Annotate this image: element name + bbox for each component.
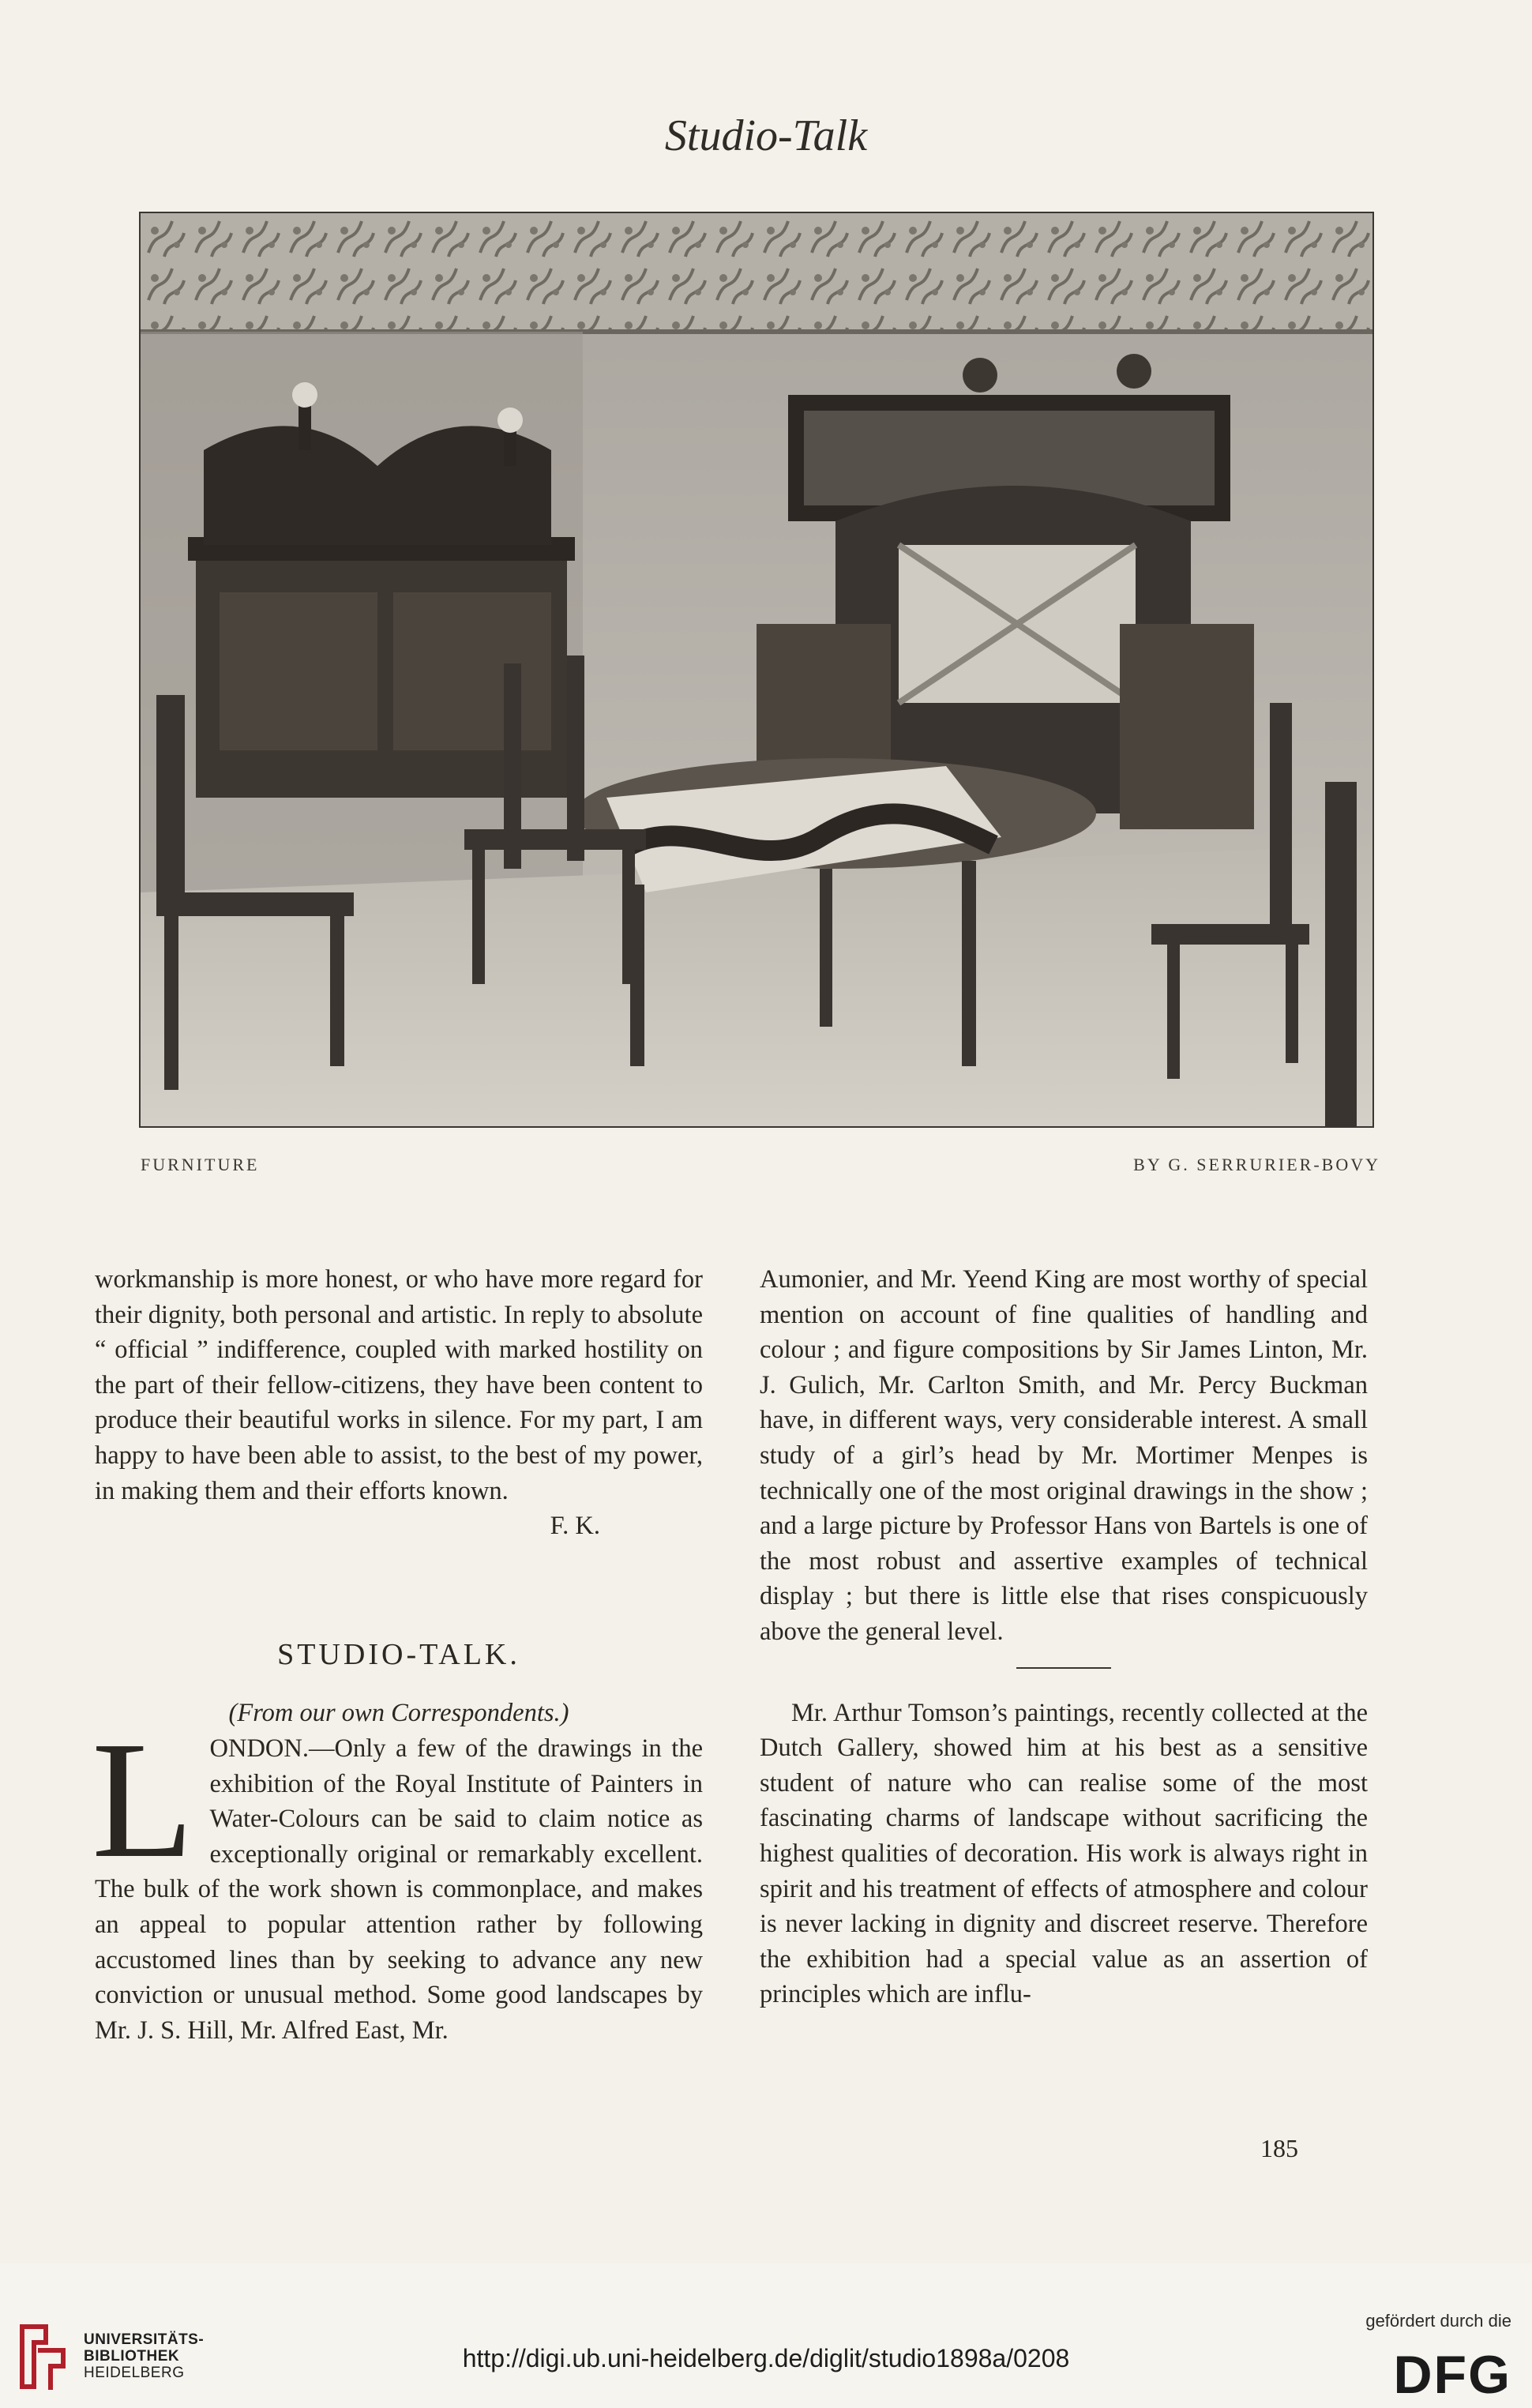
right-column [760, 1262, 1368, 2012]
plate-caption-title: FURNITURE [141, 1155, 260, 1174]
drop-cap-letter: L [92, 1706, 194, 1892]
section-heading: STUDIO-TALK. [277, 1637, 520, 1671]
funding-label: gefördert durch die [1365, 2311, 1511, 2331]
right-paragraph-1: Aumonier, and Mr. Yeend King are most worthy of special mention on account of fine qualities of handling and colour ; and figure compositions by Sir James Linton, Mr. J. Gulich, Mr. Carlton Smith, and Mr. Percy Buckman have, in different ways, very considerable interest. A small study of a girl’s head by Mr. Mortimer Menpes is technically one of the most original drawings in the show ; and a large picture by Professor Hans von Bartels is one of the most robust and assertive examples of technical display ; but there is little else that rises conspicuously above the general level. [760, 1265, 1368, 1646]
plate-caption-credit: BY G. SERRURIER-BOVY [1133, 1155, 1380, 1174]
page-number: 185 [1260, 2134, 1298, 2162]
furniture-room-illustration [141, 213, 1372, 1126]
section-subheading: (From our own Correspondents.) [228, 1699, 569, 1728]
library-name-line1: UNIVERSITÄTS- [84, 2331, 205, 2348]
author-signature: F. K. [550, 1512, 600, 1541]
library-name-line3: HEIDELBERG [84, 2365, 185, 2381]
london-paragraph-text: ONDON.—Only a few of the drawings in the exhibition of the Royal Institute of Painters in Water-Colours can be said to claim notice as exceptionally original or remarkably excellent. The bulk of the work shown is commonplace, and makes an appeal to popular attention rather by following accustomed lines than by seeking to advance any new conviction or unusual method. Some good landscapes by Mr. J. S. Hill, Mr. Alfred East, Mr. [95, 1734, 703, 2045]
left-paragraph-continuation: workmanship is more honest, or who have more regard for their dignity, both personal and artistic. In reply to absolute “ official ” indifference, coupled with marked hostility on the part of their fellow-citizens, they have been content to produce their beautiful works in silence. For my part, I am happy to have been able to assist, to the best of my power, in making them and their efforts known. [95, 1265, 703, 1505]
running-title: Studio-Talk [664, 111, 868, 160]
dfg-logo: DFG [1393, 2345, 1511, 2405]
library-name-line2: BIBLIOTHEK [84, 2348, 180, 2365]
section-divider [1016, 1667, 1111, 1669]
digitization-footer [0, 2263, 1532, 2408]
furniture-photograph [139, 212, 1374, 1128]
left-column [92, 1262, 703, 2048]
right-paragraph-2: Mr. Arthur Tomson’s paintings, recently collected at the Dutch Gallery, showed him at his best as a sensitive student of nature who can realise some of the most fascinating charms of landscape without sacrificing the highest qualities of decoration. His work is always right in spirit and his treatment of effects of atmosphere and colour is never lacking in dignity and discreet reserve. Therefore the exhibition had a special value as an assertion of principles which are influ- [760, 1698, 1368, 2009]
source-url-link[interactable]: http://digi.ub.uni-heidelberg.de/diglit/studio1898a/0208 [462, 2344, 1070, 2372]
